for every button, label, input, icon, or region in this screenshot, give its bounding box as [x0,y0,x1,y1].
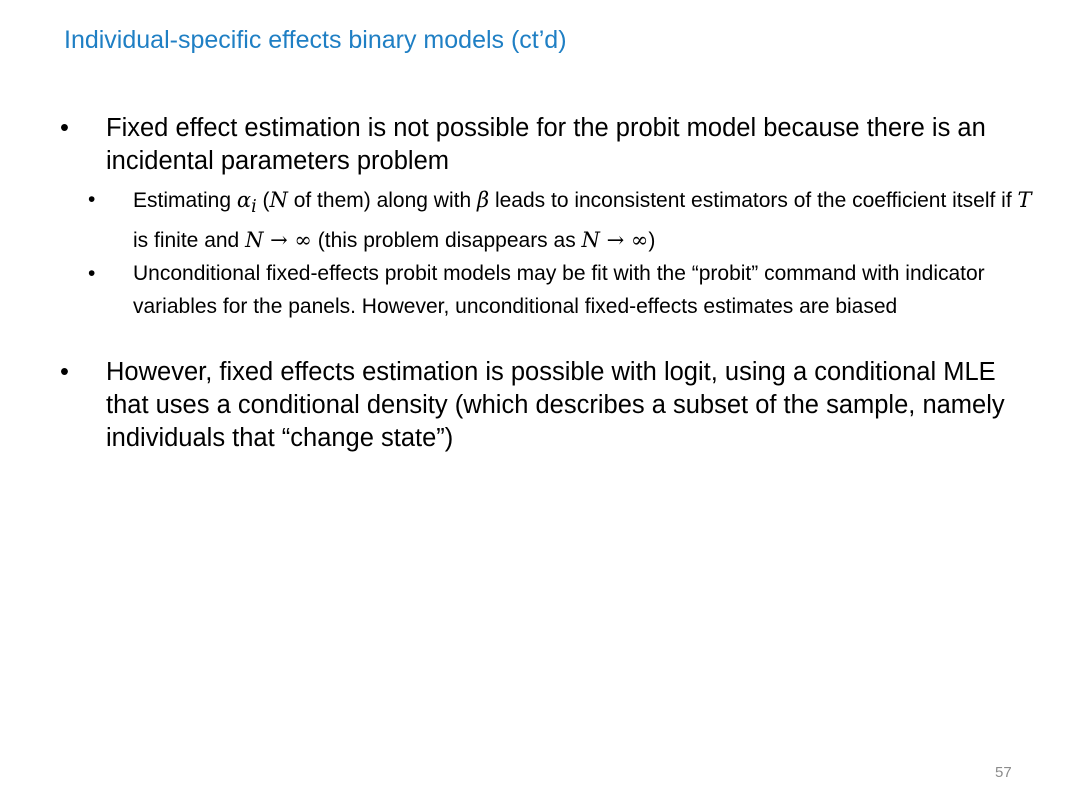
slide-content [60,112,1040,461]
math-T: T [1017,188,1032,212]
bullet-text: However, fixed effects estimation is possible with logit, using a conditional MLE that uses a conditional density (which describes a subset of the sample, namely individuals that “change state”) [106,358,1005,453]
math-alpha: α [236,188,252,212]
math-subscript-i: i [251,197,257,218]
bullet-text: Fixed effect estimation is not possible for the probit model because there is an incidental parameters problem [106,114,986,175]
math-arrow-infinity: → ∞ [599,227,649,252]
math-N: N [581,227,600,252]
bullet-item [60,356,1040,455]
math-N: N [245,227,264,252]
math-N: N [269,188,288,212]
bullet-item [60,112,1040,178]
bullet-marker: • [88,188,96,211]
math-arrow-infinity: → ∞ [263,227,312,252]
sub-bullet-item [60,184,1040,257]
bullet-marker: • [60,114,69,142]
bullet-marker: • [60,358,69,387]
sub-bullet-text: Unconditional fixed-effects probit models may be fit with the “probit” command with indicator variables for the panels. However, unconditional fixed-effects estimates are biased [133,262,985,318]
math-beta: β [476,188,490,212]
sub-bullet-text: Estimating $\alpha_i$ (N of them) along with β leads to inconsistent estimators of the coefficient itself if T is finite and N → ∞ (this problem disappears as N → ∞) [133,188,1032,252]
page-number: 57 [995,764,1012,781]
sub-bullet-item [60,258,1040,323]
bullet-marker: • [88,262,96,286]
spacer [60,324,1040,356]
slide-title: Individual-specific effects binary models (ct’d) [64,26,567,54]
